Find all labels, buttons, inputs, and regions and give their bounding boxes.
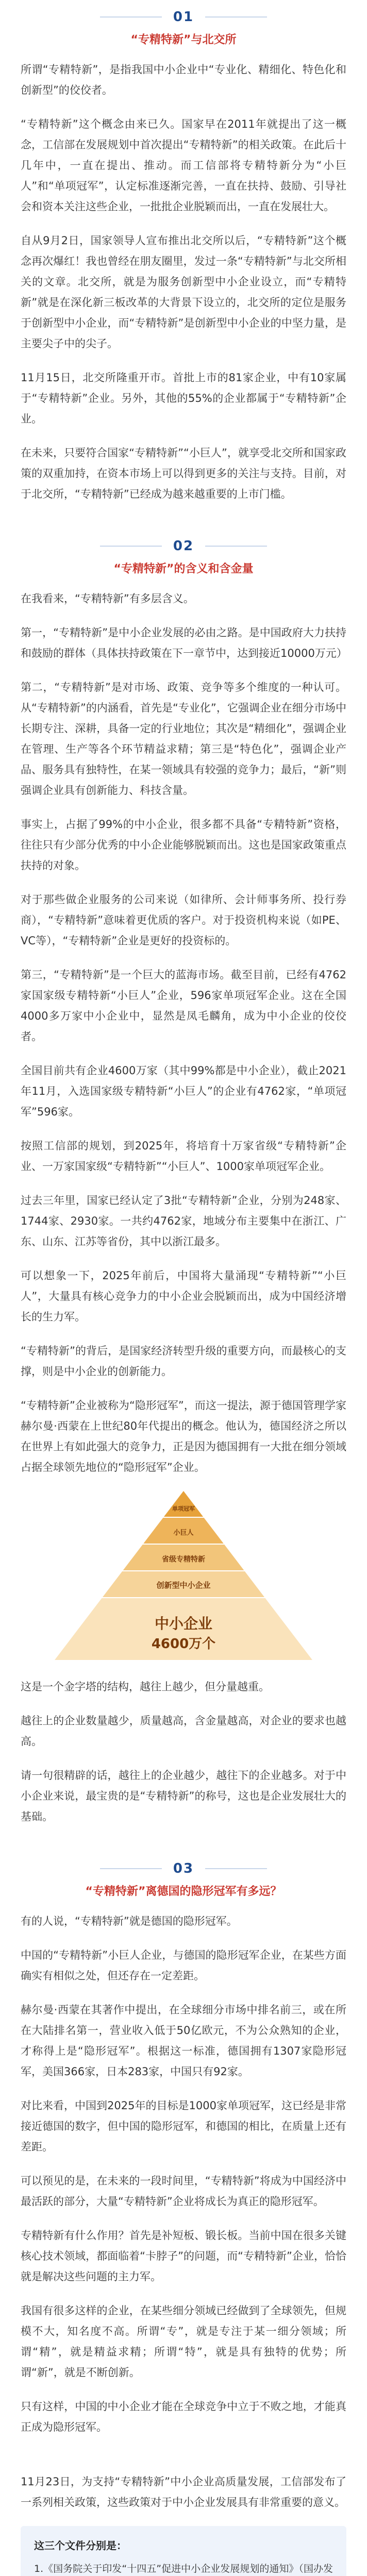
paragraph: 对比来看，中国到2025年的目标是1000家单项冠军，这已经是非常接近德国的数字，但中国的隐形冠军，和德国的相比，在质量上还有差距。 — [21, 2099, 346, 2153]
paragraph: 在未来，只要符合国家“专精特新”“小巨人”，就享受北交所和国家政策的双重加持，在资本市场上可以得到更多的关注与支持。目前，对于北交所，“专精特新”已经成为越来越重要的上市门槛。 — [21, 447, 346, 500]
pyramid-label: 中小企业 — [154, 1615, 212, 1632]
section-spacer — [21, 518, 346, 538]
divider-line — [205, 546, 267, 547]
paragraph: 所谓“专精特新”，是指我国中小企业中“专业化、精细化、特色化和创新型”的佼佼者。 — [21, 63, 346, 96]
divider-line — [100, 16, 162, 18]
divider-line — [100, 546, 162, 547]
paragraph: 第三，“专精特新”是一个巨大的蓝海市场。截至目前，已经有4762家国家级专精特新“小巨人”企业，596家单项冠军企业。这在全国4000多万家中小企业中，显然是凤毛麟角，成为中小企业的佼佼者。 — [21, 969, 346, 1043]
paragraph: 在我看来，“专精特新”有多层含义。 — [21, 592, 194, 605]
pyramid-label: 4600万个 — [151, 1636, 216, 1652]
paragraph: 可以想象一下，2025年前后，中国将大量涌现“专精特新”“小巨人”，大量具有核心竞争力的中小企业会脱颖而出，成为中国经济增长的生力军。 — [21, 1269, 346, 1323]
paragraph: 越往上的企业数量越少，质量越高，含金量越高，对企业的要求也越高。 — [21, 1715, 346, 1748]
paragraph: 中国的“专精特新”小巨人企业，与德国的隐形冠军企业，在某些方面确实有相似之处，但还存在一定差距。 — [21, 1949, 346, 1982]
pyramid-label: 单项冠军 — [172, 1505, 195, 1512]
paragraph: 赫尔曼·西蒙在其著作中提出，在全球细分市场中排名前三，或在所在大陆排名第一，营业收入低于50亿欧元，不为公众熟知的企业，才称得上是“隐形冠军”。根据这一标准，德国拥有1307家隐形冠军，美国366家，日本283家，中国只有92家。 — [21, 2004, 346, 2078]
paragraph: 请一句很精辟的话，越往上的企业越少，越往下的企业越多。对于中小企业来说，最宝贵的是“专精特新”的称号，这也是企业发展壮大的基础。 — [21, 1769, 346, 1823]
paragraph: “专精特新”的背后，是国家经济转型升级的重要方向，而最核心的支撑，则是中小企业的创新能力。 — [21, 1345, 346, 1378]
section-title: “专精特新”与北交所 — [130, 33, 237, 46]
section-title: “专精特新”的含义和含金量 — [113, 563, 254, 575]
pyramid-label: 小巨人 — [173, 1529, 194, 1537]
paragraph: 只有这样，中国的中小企业才能在全球竞争中立于不败之地，才能真正成为隐形冠军。 — [21, 2400, 346, 2433]
paragraph: 第二，“专精特新”是对市场、政策、竞争等多个维度的一种认可。从“专精特新”的内涵看，首先是“专业化”，它强调企业在细分市场中长期专注、深耕，具备一定的行业地位；其次是“精细化”，强调企业在管理、生产等各个环节精益求精；第三是“特色化”，强调企业产品、服务具有独特性，在某一领域具有较强的竞争力；最后，“新”则强调企业具有创新能力、科技含量。 — [21, 681, 346, 796]
section-number — [100, 1861, 267, 1876]
section-header — [21, 9, 346, 47]
divider-line — [100, 1868, 162, 1869]
paragraph: 对于那些做企业服务的公司来说（如律所、会计师事务所、投行券商），“专精特新”意味着更优质的客户。对于投资机构来说（如PE、VC等），“专精特新”企业是更好的投资标的。 — [21, 893, 346, 947]
divider-line — [205, 16, 267, 18]
policy-list-box — [21, 2526, 346, 2576]
paragraph: 自从9月2日，国家领导人宣布推出北交所以后，“专精特新”这个概念再次爆红！我也曾经在朋友圈里，发过一条“专精特新”与北交所相关的文章。北交所，就是为服务创新型中小企业设立，而“专精特新”就是在深化新三板改革的大背景下设立的，北交所的定位是服务于创新型中小企业，而“专精特新”是创新型中小企业的中坚力量，是主要尖子中的尖子。 — [21, 234, 346, 350]
paragraph: 这是一个金字塔的结构，越往上越少，但分量越重。 — [21, 1681, 270, 1693]
paragraph: 第一，“专精特新”是中小企业发展的必由之路。是中国政府大力扶持和鼓励的群体（具体扶持政策在下一章节中，达到接近10000万元） — [21, 626, 347, 659]
paragraph: 11月23日，为支持“专精特新”中小企业高质量发展，工信部发布了一系列相关政策，这些政策对于中小企业发展具有非常重要的意义。 — [21, 2476, 346, 2509]
paragraph: 全国目前共有企业4600万家（其中99%都是中小企业），截止2021年11月，入选国家级专精特新“小巨人”的企业有4762家，“单项冠军”596家。 — [21, 1064, 346, 1118]
pyramid-label: 创新型中小企业 — [156, 1581, 211, 1590]
policy-list-title: 这三个文件分别是： — [34, 2539, 127, 2552]
section-number — [100, 9, 267, 25]
paragraph: “专精特新”企业被称为“隐形冠军”，而这一提法，源于德国管理学家赫尔曼·西蒙在上世纪80年代提出的概念。他认为，德国经济之所以在世界上有如此强大的竞争力，正是因为德国拥有一大批在细分领域占据全球领先地位的“隐形冠军”企业。 — [21, 1399, 346, 1473]
paragraph: 有的人说，“专精特新”就是德国的隐形冠军。 — [21, 1915, 238, 1927]
section-header — [21, 538, 346, 576]
section-title: “专精特新”离德国的隐形冠军有多远？ — [85, 1885, 282, 1898]
paragraph: 可以预见的是，在未来的一段时间里，“专精特新”将成为中国经济中最活跃的部分，大量“专精特新”企业将成长为真正的隐形冠军。 — [21, 2175, 346, 2208]
section-header — [21, 1861, 346, 1899]
section-number-text: 03 — [173, 1861, 194, 1876]
paragraph: 过去三年里，国家已经认定了3批“专精特新”企业，分别为248家、1744家、2930家。一共约4762家，地域分布主要集中在浙江、广东、山东、江苏等省份，其中以浙江最多。 — [21, 1194, 346, 1248]
section-spacer — [21, 2451, 346, 2471]
pyramid-label: 省级专精特新 — [162, 1555, 205, 1564]
paragraph: 事实上，占据了99%的中小企业，很多都不具备“专精特新”资格，往往只有少部分优秀的中小企业能够脱颖而出。这也是国家政策重点扶持的对象。 — [21, 818, 346, 872]
section-number-text: 01 — [173, 9, 194, 25]
policy-item: 1.《国务院关于印发“十四五”促进中小企业发展规划的通知》（国办发 — [34, 2563, 333, 2574]
paragraph: 11月15日，北交所隆重开市。首批上市的81家企业，中有10家属于“专精特新”企业。另外，其他的55%的企业都属于“专精特新”企业。 — [21, 371, 346, 425]
paragraph: 专精特新有什么作用？首先是补短板、锻长板。当前中国在很多关键核心技术领域，都面临着“卡脖子”的问题，而“专精特新”企业，恰恰就是解决这些问题的主力军。 — [21, 2229, 346, 2283]
section-number — [100, 538, 267, 554]
pyramid-layer — [164, 1491, 203, 1517]
section-spacer — [21, 1840, 346, 1861]
pyramid-diagram — [39, 1491, 328, 1661]
paragraph: “专精特新”这个概念由来已久。国家早在2011年就提出了这一概念，工信部在发展规划中首次提出“专精特新”的相关政策。在此后十几年中，一直在提出、推动。而工信部将专精特新分为“小巨人”和“单项冠军”，认定标准逐渐完善，一直在扶持、鼓励、引导社会和资本关注这些企业，一批批企业脱颖而出，一直在发展壮大。 — [21, 118, 346, 213]
section-number-text: 02 — [173, 538, 194, 554]
paragraph: 按照工信部的规划，到2025年，将培育十万家省级“专精特新”企业、一万家国家级“专精特新”“小巨人”、1000家单项冠军企业。 — [21, 1140, 346, 1173]
paragraph: 我国有很多这样的企业，在某些细分领域已经做到了全球领先，但规模不大，知名度不高。所谓“专”，就是专注于某一细分领域；所谓“精”，就是精益求精；所谓“特”，就是具有独特的优势；所谓“新”，就是不断创新。 — [21, 2304, 346, 2379]
divider-line — [205, 1868, 267, 1869]
